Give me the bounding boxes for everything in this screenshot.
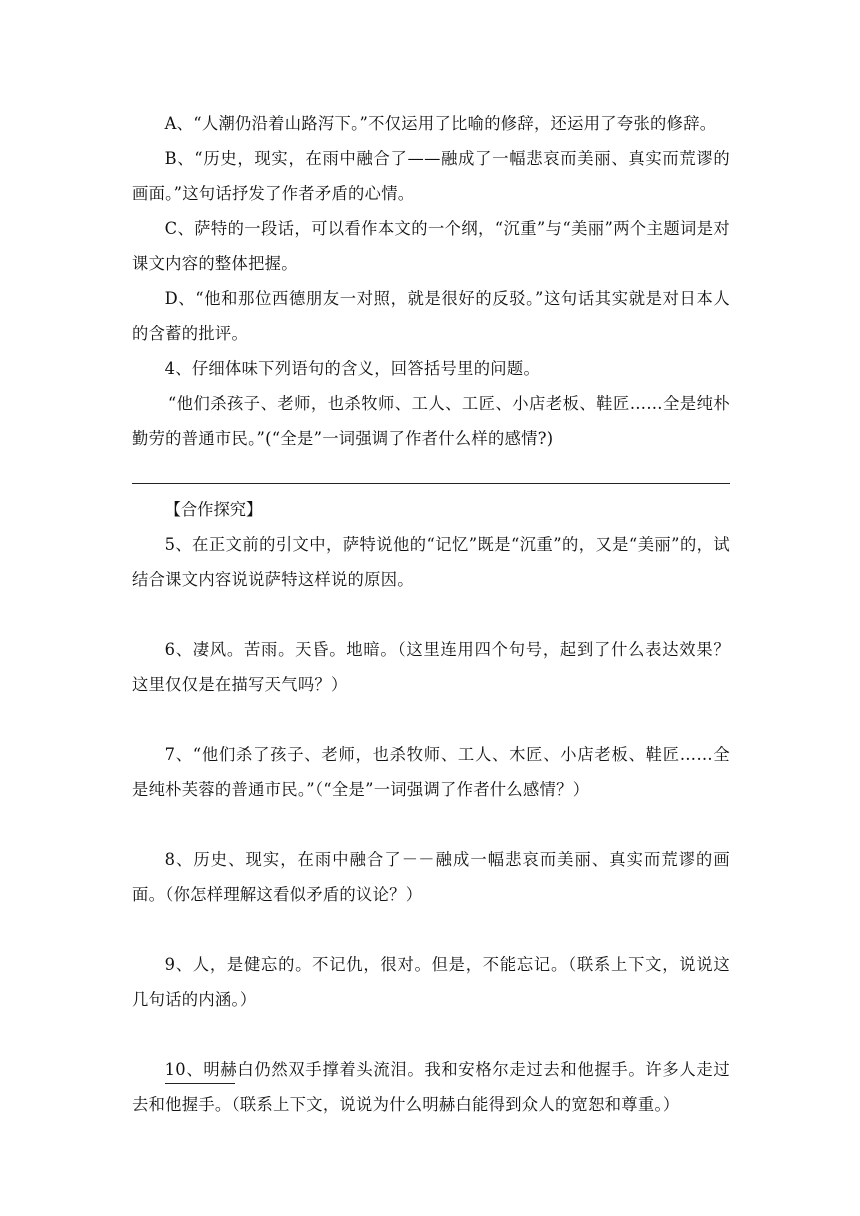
answer-space bbox=[132, 597, 730, 632]
answer-space bbox=[132, 912, 730, 947]
footnote-divider bbox=[165, 1083, 235, 1084]
question-7: 7、“他们杀了孩子、老师，也杀牧师、工人、木匠、小店老板、鞋匠……全是纯朴芙蓉的普通市民。”（“全是”一词强调了作者什么感情？） bbox=[132, 745, 730, 799]
choice-option-c: C、萨特的一段话，可以看作本文的一个纲，“沉重”与“美丽”两个主题词是对课文内容的整体把握。 bbox=[132, 219, 730, 273]
question-4-quote: “他们杀孩子、老师，也杀牧师、工人、工匠、小店老板、鞋匠……全是纯朴勤劳的普通市民。”(“全是”一词强调了作者什么样的感情?) bbox=[132, 394, 730, 448]
question-4-prompt: 4、仔细体味下列语句的含义，回答括号里的问题。 bbox=[164, 359, 541, 378]
choice-option-a: A、“人潮仍沿着山路泻下。”不仅运用了比喻的修辞，还运用了夸张的修辞。 bbox=[164, 114, 717, 133]
answer-divider bbox=[132, 483, 730, 484]
question-5: 5、在正文前的引文中，萨特说他的“记忆”既是“沉重”的，又是“美丽”的，试结合课文内容说说萨特这样说的原因。 bbox=[132, 535, 730, 589]
document-page bbox=[132, 106, 730, 1122]
question-8: 8、历史、现实，在雨中融合了－－融成一幅悲哀而美丽、真实而荒谬的画面。（你怎样理解这看似矛盾的议论？） bbox=[132, 850, 730, 904]
question-6: 6、凄风。苦雨。天昏。地暗。（这里连用四个句号，起到了什么表达效果？这里仅仅是在描写天气吗？） bbox=[132, 640, 730, 694]
section-title: 【合作探究】 bbox=[164, 500, 263, 519]
choice-option-b: B、“历史，现实，在雨中融合了——融成了一幅悲哀而美丽、真实而荒谬的画面。”这句话抒发了作者矛盾的心情。 bbox=[132, 149, 730, 203]
answer-space bbox=[132, 807, 730, 842]
answer-space bbox=[132, 1017, 730, 1052]
question-9: 9、人，是健忘的。不记仇，很对。但是，不能忘记。（联系上下文，说说这几句话的内涵。） bbox=[132, 955, 730, 1009]
answer-space bbox=[132, 702, 730, 737]
question-10: 10、明赫白仍然双手撑着头流泪。我和安格尔走过去和他握手。许多人走过去和他握手。（联系上下文，说说为什么明赫白能得到众人的宽恕和尊重。） bbox=[132, 1060, 730, 1114]
choice-option-d: D、“他和那位西德朋友一对照，就是很好的反驳。”这句话其实就是对日本人的含蓄的批评。 bbox=[132, 289, 730, 343]
